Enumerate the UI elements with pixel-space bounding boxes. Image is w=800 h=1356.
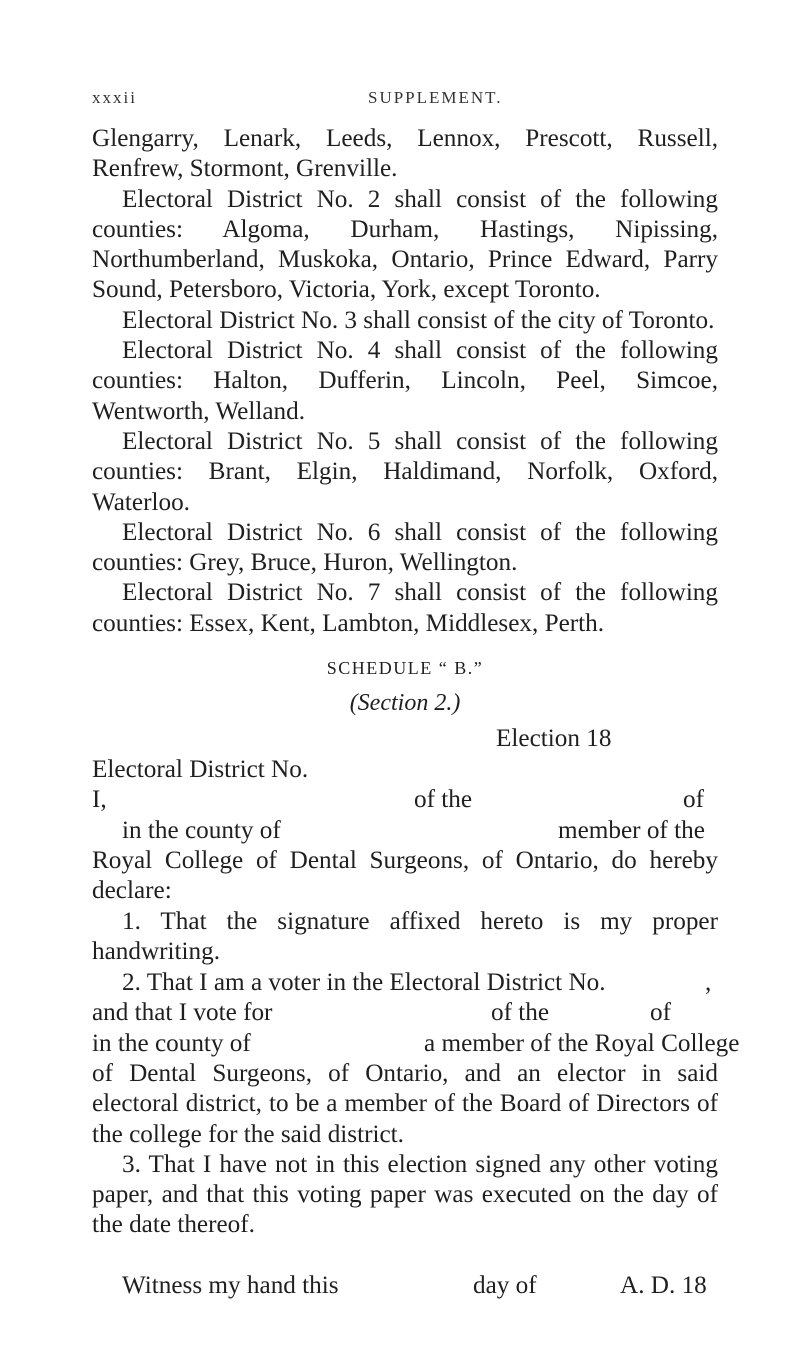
district-3-paragraph: Electoral District No. 3 shall consist of the city of Toronto. [122, 306, 715, 334]
declaration-of-the: of the [491, 999, 550, 1026]
witness-year: A. D. 18 [620, 1272, 707, 1299]
schedule-heading: SCHEDULE “ B.” [326, 658, 484, 678]
declaration-item-3: 3. That I have not in this election signed any other voting paper, and that this voting paper was executed on the day of the date thereof. [92, 1150, 718, 1239]
form-county-blank: in the county of [122, 817, 281, 844]
section-reference: (Section 2.) [349, 690, 461, 716]
declaration-of: of [650, 999, 671, 1026]
district-5-paragraph: Electoral District No. 5 shall consist of the following counties: Brant, Elgin, Haldimand, Norfolk, Oxford, Waterloo. [92, 427, 718, 516]
declaration-item-2-comma: , [705, 969, 712, 996]
districts-text [92, 124, 718, 639]
district-4-paragraph: Electoral District No. 4 shall consist of the following counties: Halton, Dufferin, Lincoln, Peel, Simcoe, Wentworth, Welland. [92, 337, 718, 425]
district-2-paragraph: Electoral District No. 2 shall consist of the following counties: Algoma, Durham, Hastings, Nipissing, Northumberland, Muskoka, Ontario, Prince Edward, Parry Sound, Petersboro, Victoria, York, except Toronto. [92, 185, 718, 304]
form-member-of-the: member of the [558, 817, 705, 844]
declaration-item-2-rest: of Dental Surgeons, of Ontario, and an elector in said electoral district, to be a member of the Board of Directors of the college for the said district. [92, 1060, 718, 1148]
district-7-paragraph: Electoral District No. 7 shall consist of the following counties: Essex, Kent, Lambton, Middlesex, Perth. [92, 579, 718, 637]
form-electoral-district: Electoral District No. [92, 756, 309, 783]
form-name-blank: I, [92, 786, 107, 813]
running-title: SUPPLEMENT. [368, 88, 503, 107]
witness-day-of: day of [473, 1272, 537, 1299]
declaration-intro: Royal College of Dental Surgeons, of Ontario, do hereby declare: [92, 847, 718, 905]
declaration-county: in the county of [92, 1030, 251, 1057]
declaration-vote-for: and that I vote for [92, 999, 273, 1026]
running-head [92, 88, 712, 112]
page-number: xxxii [92, 88, 137, 107]
declaration-continued [92, 1059, 718, 1241]
form-election-year: Election 18 [496, 725, 612, 752]
declaration-member: a member of the Royal College [424, 1030, 740, 1057]
declaration-item-2-start: 2. That I am a voter in the Electoral District No. [122, 969, 606, 996]
form-of: of [683, 786, 704, 813]
witness-line: Witness my hand this [122, 1272, 339, 1299]
district-1-continuation: Glengarry, Lenark, Leeds, Lennox, Prescott, Russell, Renfrew, Stormont, Grenville. [92, 125, 718, 183]
form-of-the: of the [414, 786, 473, 813]
declaration-body [92, 846, 718, 967]
district-6-paragraph: Electoral District No. 6 shall consist of the following counties: Grey, Bruce, Huron, Wellington. [92, 518, 718, 577]
declaration-item-1: 1. That the signature affixed hereto is my proper handwriting. [92, 907, 718, 965]
